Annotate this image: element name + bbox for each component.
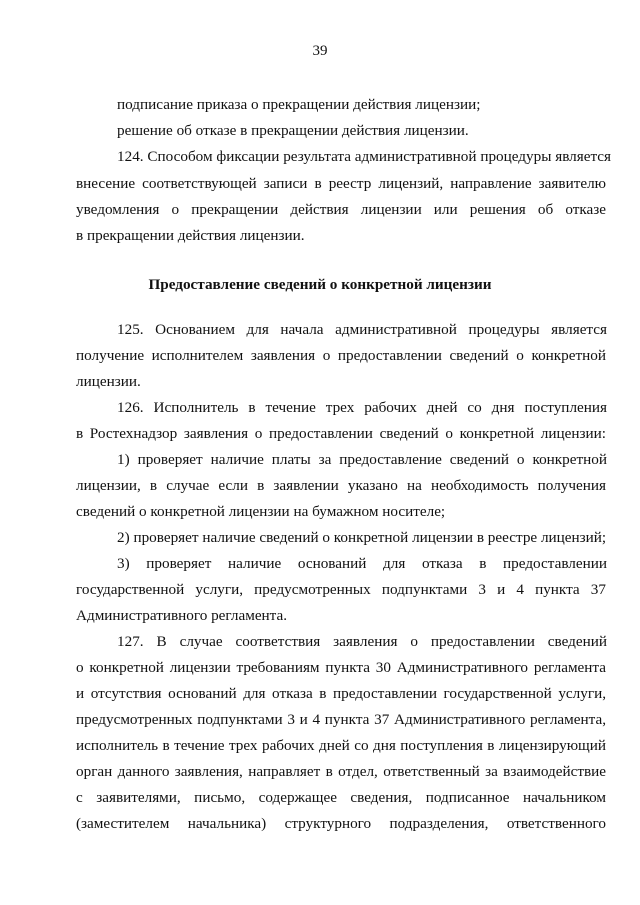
text-line: исполнитель в течение трех рабочих дней со дня поступления в лицензирующий: [76, 737, 606, 754]
text-line: 126. Исполнитель в течение трех рабочих дней со дня поступления: [117, 399, 607, 416]
text-line: 124. Способом фиксации результата административной процедуры является: [117, 148, 612, 165]
text-line: предусмотренных подпунктами 3 и 4 пункта 37 Административного регламента,: [76, 711, 606, 728]
text-line: решение об отказе в прекращении действия лицензии.: [117, 122, 469, 139]
text-line: внесение соответствующей записи в реестр лицензий, направление заявителю: [76, 175, 606, 192]
text-line: Административного регламента.: [76, 607, 288, 624]
text-line: и отсутствия оснований для отказа в предоставлении государственной услуги,: [76, 685, 606, 702]
text-line: орган данного заявления, направляет в отдел, ответственный за взаимодействие: [76, 763, 606, 780]
text-line: сведений о конкретной лицензии на бумажном носителе;: [76, 503, 446, 520]
text-line: в Ростехнадзор заявления о предоставлении сведений о конкретной лицензии:: [76, 425, 606, 442]
text-line: 3) проверяет наличие оснований для отказа в предоставлении: [117, 555, 607, 572]
text-line: уведомления о прекращении действия лицензии или решения об отказе: [76, 201, 606, 218]
text-line: получение исполнителем заявления о предоставлении сведений о конкретной: [76, 347, 606, 364]
text-line: 2) проверяет наличие сведений о конкретной лицензии в реестре лицензий;: [117, 529, 607, 546]
text-line: о конкретной лицензии требованиям пункта 30 Административного регламента: [76, 659, 606, 676]
text-line: 127. В случае соответствия заявления о предоставлении сведений: [117, 633, 607, 650]
text-line: лицензии.: [76, 373, 141, 390]
text-line: (заместителем начальника) структурного подразделения, ответственного: [76, 815, 606, 832]
text-line: 1) проверяет наличие платы за предоставление сведений о конкретной: [117, 451, 607, 468]
text-line: лицензии, в случае если в заявлении указано на необходимость получения: [76, 477, 606, 494]
text-line: 125. Основанием для начала административной процедуры является: [117, 321, 607, 338]
text-line: государственной услуги, предусмотренных подпунктами 3 и 4 пункта 37: [76, 581, 606, 598]
text-line: в прекращении действия лицензии.: [76, 227, 305, 244]
section-heading: Предоставление сведений о конкретной лицензии: [148, 276, 492, 293]
text-line: с заявителями, письмо, содержащее сведения, подписанное начальником: [76, 789, 606, 806]
text-line: подписание приказа о прекращении действия лицензии;: [117, 96, 481, 113]
page-number: 39: [312, 43, 328, 59]
